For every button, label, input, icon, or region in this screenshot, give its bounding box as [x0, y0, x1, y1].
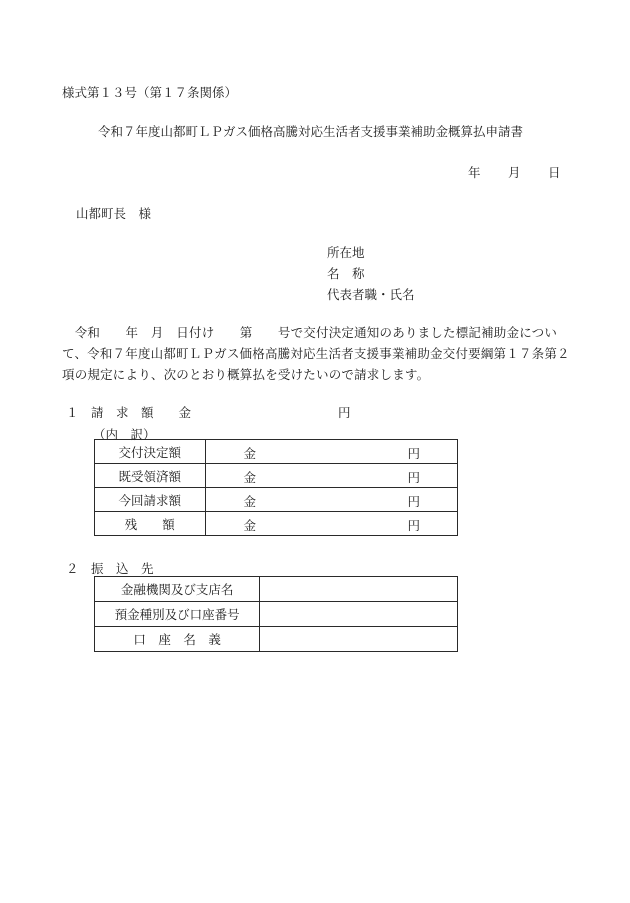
bank-branch-field[interactable]: [260, 577, 458, 602]
body-line-1: 令和 年 月 日付け 第 号で交付決定通知のありました標記補助金につい: [62, 325, 558, 340]
table-row: [95, 464, 458, 488]
addressee: 山都町長 様: [76, 206, 152, 221]
breakdown-label: （内 訳）: [93, 427, 156, 442]
table-row: [95, 602, 458, 627]
breakdown-table: [94, 439, 458, 536]
section-1-heading: [66, 403, 351, 421]
applicant-address-label: 所在地: [327, 245, 365, 260]
date-line: [468, 163, 561, 181]
body-line-2: て、令和７年度山都町ＬＰガス価格高騰対応生活者支援事業補助金交付要綱第１７条第２: [62, 346, 570, 361]
kin-label: 金: [243, 446, 257, 461]
remaining-amount-field[interactable]: [205, 512, 457, 536]
account-type-number-field[interactable]: [260, 602, 458, 627]
received-amount-field[interactable]: [205, 464, 457, 488]
section-2-heading: ２ 振 込 先: [66, 561, 154, 576]
account-holder-label: 口 座 名 義: [95, 627, 260, 652]
account-holder-field[interactable]: [260, 627, 458, 652]
table-row: [95, 488, 458, 512]
yen-label: 円: [407, 518, 421, 533]
document-title: 令和７年度山都町ＬＰガス価格高騰対応生活者支援事業補助金概算払申請書: [98, 124, 524, 139]
breakdown-row-label: 既受領済額: [95, 464, 206, 488]
request-amount-label: １ 請 求 額 金: [66, 405, 192, 420]
applicant-name-label: 名 称: [327, 266, 365, 281]
table-row: [95, 627, 458, 652]
yen-label: 円: [407, 494, 421, 509]
date-year-label: 年: [468, 165, 481, 180]
applicant-representative-label: 代表者職・氏名: [327, 287, 415, 302]
account-type-number-label: 預金種別及び口座番号: [95, 602, 260, 627]
yen-label: 円: [407, 470, 421, 485]
yen-label: 円: [407, 446, 421, 461]
bank-transfer-table: [94, 576, 458, 652]
request-amount-yen: 円: [338, 405, 351, 420]
kin-label: 金: [243, 470, 257, 485]
breakdown-row-label: 交付決定額: [95, 440, 206, 464]
date-day-label: 日: [548, 165, 561, 180]
request-body-text: [62, 322, 582, 385]
breakdown-row-label: 今回請求額: [95, 488, 206, 512]
current-request-amount-field[interactable]: [205, 488, 457, 512]
table-row: [95, 577, 458, 602]
bank-branch-label: 金融機関及び支店名: [95, 577, 260, 602]
body-line-3: 項の規定により、次のとおり概算払を受けたいので請求します。: [62, 367, 430, 382]
table-row: [95, 512, 458, 536]
breakdown-row-label: 残 額: [95, 512, 206, 536]
form-number: 様式第１３号（第１７条関係）: [62, 85, 238, 100]
table-row: [95, 440, 458, 464]
grant-decision-amount-field[interactable]: [205, 440, 457, 464]
kin-label: 金: [243, 494, 257, 509]
date-month-label: 月: [508, 165, 521, 180]
kin-label: 金: [243, 518, 257, 533]
